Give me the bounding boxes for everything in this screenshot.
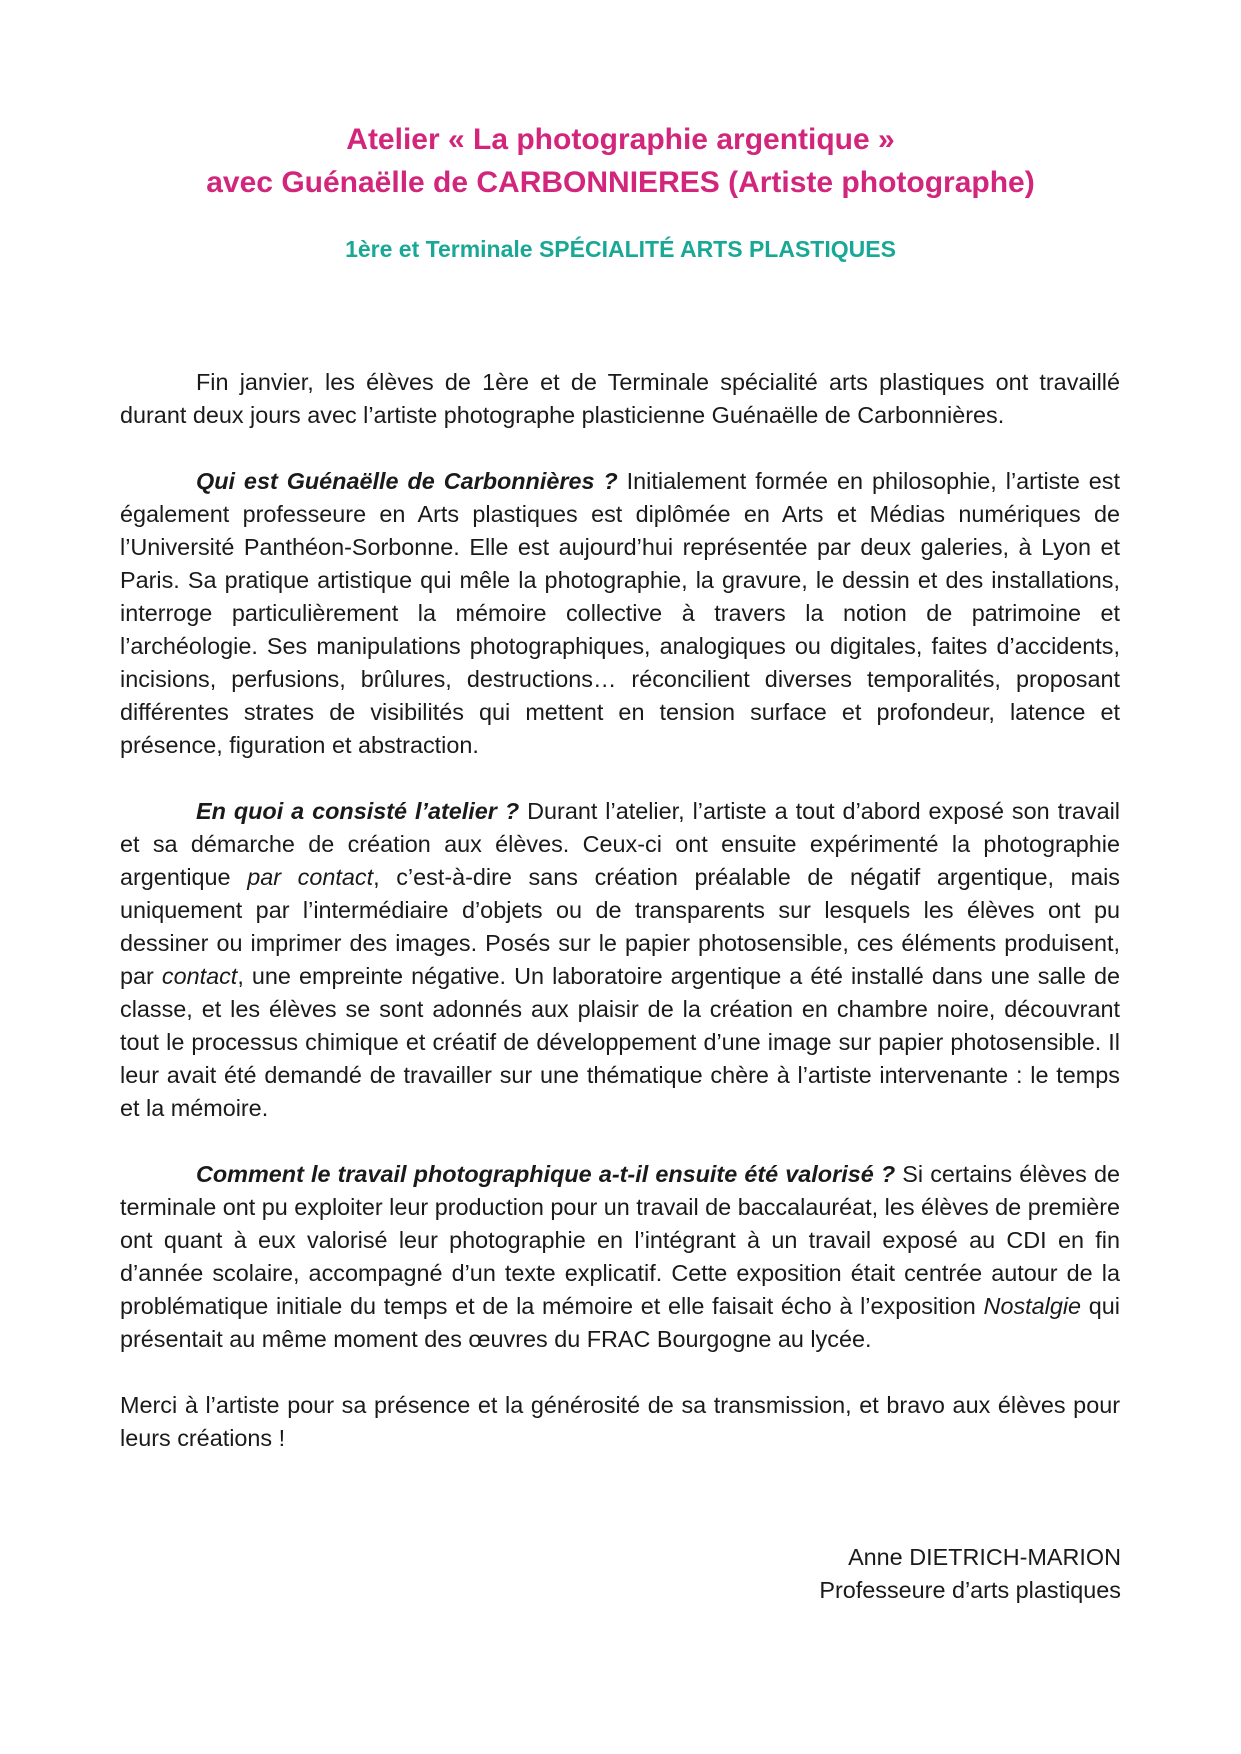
title-block	[0, 118, 1241, 204]
closing-paragraph: Merci à l’artiste pour sa présence et la générosité de sa transmission, et bravo aux élèves pour leurs créations !	[120, 1392, 1120, 1451]
section-valorisation-paragraph	[120, 1158, 1120, 1356]
section-workshop-text-b: , c’est-à-dire sans création préalable de négatif argentique, mais uniquement par l’intermédiaire d’objets ou de transparents sur lesquels les élèves ont pu dessiner ou imprimer des images. Posés sur le papier photosensible, ces éléments produisent, par	[120, 864, 1120, 989]
section-workshop-italic-b: contact	[161, 963, 238, 989]
section-workshop-italic-a: par contact	[247, 864, 374, 890]
signature-block	[819, 1541, 1121, 1607]
section-workshop-text-a: Durant l’atelier, l’artiste a tout d’abord exposé son travail et sa démarche de création aux élèves. Ceux-ci ont ensuite expérimenté la photographie argentique	[120, 798, 1120, 890]
section-artist-text: Initialement formée en philosophie, l’artiste est également professeure en Arts plastiques est diplômée en Arts et Médias numériques de l’Université Panthéon-Sorbonne. Elle est aujourd’hui représentée par deux galeries, à Lyon et Paris. Sa pratique artistique qui mêle la photographie, la gravure, le dessin et des installations, interroge particulièrement la mémoire collective à travers la notion de patrimoine et l’archéologie. Ses manipulations photographiques, analogiques ou digitales, faites d’accidents, incisions, perfusions, brûlures, destructions… réconcilient diverses temporalités, proposant différentes strates de visibilités qui mettent en tension surface et profondeur, latence et présence, figuration et abstraction.	[120, 468, 1120, 758]
section-valorisation-question: Comment le travail photographique a-t-il ensuite été valorisé ?	[196, 1161, 896, 1187]
title-line-1: Atelier « La photographie argentique »	[346, 123, 895, 156]
section-valorisation-text-b: qui présentait au même moment des œuvres du FRAC Bourgogne au lycée.	[120, 1293, 1120, 1352]
subtitle-emphasis: SPÉCIALITÉ ARTS PLASTIQUES	[538, 236, 896, 262]
title-line-2: avec Guénaëlle de CARBONNIERES (Artiste photographe)	[206, 166, 1035, 199]
section-workshop-paragraph	[120, 795, 1120, 1125]
subtitle-prefix: 1ère et Terminale	[345, 236, 539, 262]
article-body	[120, 366, 1120, 1488]
section-workshop-question: En quoi a consisté l’atelier ?	[196, 798, 520, 824]
section-valorisation-italic-a: Nostalgie	[983, 1293, 1082, 1319]
section-artist-paragraph	[120, 465, 1120, 762]
signature-role: Professeure d’arts plastiques	[819, 1577, 1121, 1603]
intro-paragraph: Fin janvier, les élèves de 1ère et de Terminale spécialité arts plastiques ont travaillé durant deux jours avec l’artiste photographe plasticienne Guénaëlle de Carbonnières.	[120, 369, 1120, 428]
subtitle	[0, 234, 1241, 264]
section-workshop-text-c: , une empreinte négative. Un laboratoire argentique a été installé dans une salle de classe, et les élèves se sont adonnés aux plaisir de la création en chambre noire, découvrant tout le processus chimique et créatif de développement d’une image sur papier photosensible. Il leur avait été demandé de travailler sur une thématique chère à l’artiste intervenante : le temps et la mémoire.	[120, 963, 1120, 1121]
section-valorisation-text-a: Si certains élèves de terminale ont pu exploiter leur production pour un travail de baccalauréat, les élèves de première ont quant à eux valorisé leur photographie en l’intégrant à un travail exposé au CDI en fin d’année scolaire, accompagné d’un texte explicatif. Cette exposition était centrée autour de la problématique initiale du temps et de la mémoire et elle faisait écho à l’exposition	[120, 1161, 1121, 1319]
signature-name: Anne DIETRICH-MARION	[848, 1544, 1121, 1570]
section-artist-question: Qui est Guénaëlle de Carbonnières ?	[196, 468, 618, 494]
